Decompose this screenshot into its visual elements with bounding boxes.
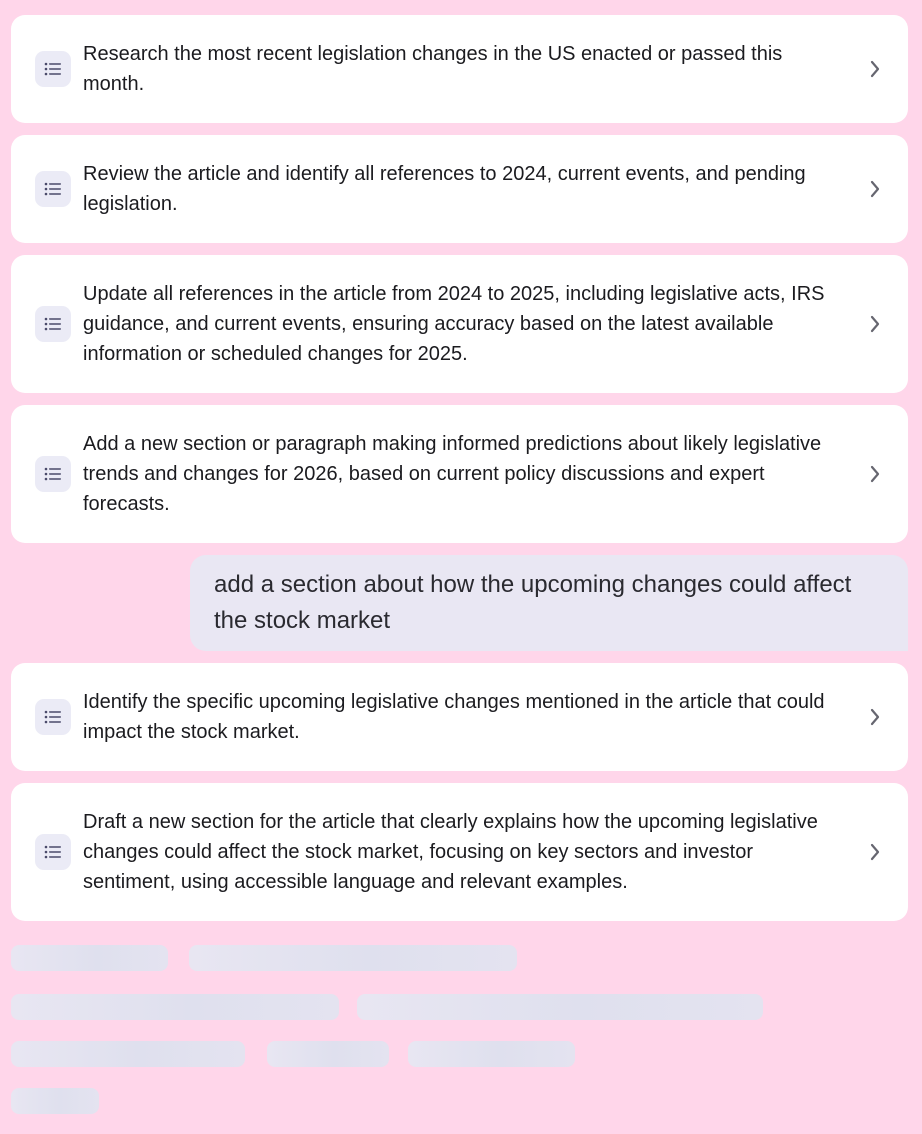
skeleton-bar <box>267 1041 389 1067</box>
task-card[interactable] <box>11 663 908 771</box>
skeleton-bar <box>11 994 339 1020</box>
skeleton-bar <box>189 945 517 971</box>
chevron-right-icon <box>868 842 882 862</box>
task-card[interactable] <box>11 135 908 243</box>
task-text: Add a new section or paragraph making informed predictions about likely legislative trends and changes for 2026, based on current policy discussions and expert forecasts. <box>83 433 822 515</box>
task-text: Draft a new section for the article that clearly explains how the upcoming legislative changes could affect the stock market, focusing on key sectors and investor sentiment, using accessible language and relevant examples. <box>83 811 818 893</box>
task-card[interactable] <box>11 405 908 543</box>
task-card[interactable] <box>11 255 908 393</box>
task-text: Review the article and identify all references to 2024, current events, and pending legislation. <box>83 163 806 215</box>
list-icon <box>35 834 71 870</box>
chevron-right-icon <box>868 464 882 484</box>
user-message-bubble <box>190 555 908 651</box>
task-text: Identify the specific upcoming legislative changes mentioned in the article that could impact the stock market. <box>83 691 825 743</box>
list-icon <box>35 171 71 207</box>
user-message-text: add a section about how the upcoming changes could affect the stock market <box>214 571 852 634</box>
list-icon <box>35 51 71 87</box>
task-text: Update all references in the article from 2024 to 2025, including legislative acts, IRS guidance, and current events, ensuring accuracy based on the latest available information or scheduled changes for 2025. <box>83 283 825 365</box>
task-card[interactable] <box>11 783 908 921</box>
list-icon <box>35 699 71 735</box>
skeleton-bar <box>11 1088 99 1114</box>
skeleton-bar <box>357 994 763 1020</box>
task-card[interactable] <box>11 15 908 123</box>
skeleton-bar <box>11 945 168 971</box>
task-text: Research the most recent legislation changes in the US enacted or passed this month. <box>83 43 783 95</box>
chevron-right-icon <box>868 707 882 727</box>
list-icon <box>35 456 71 492</box>
chevron-right-icon <box>868 59 882 79</box>
skeleton-bar <box>11 1041 245 1067</box>
chevron-right-icon <box>868 314 882 334</box>
chevron-right-icon <box>868 179 882 199</box>
skeleton-bar <box>408 1041 575 1067</box>
list-icon <box>35 306 71 342</box>
